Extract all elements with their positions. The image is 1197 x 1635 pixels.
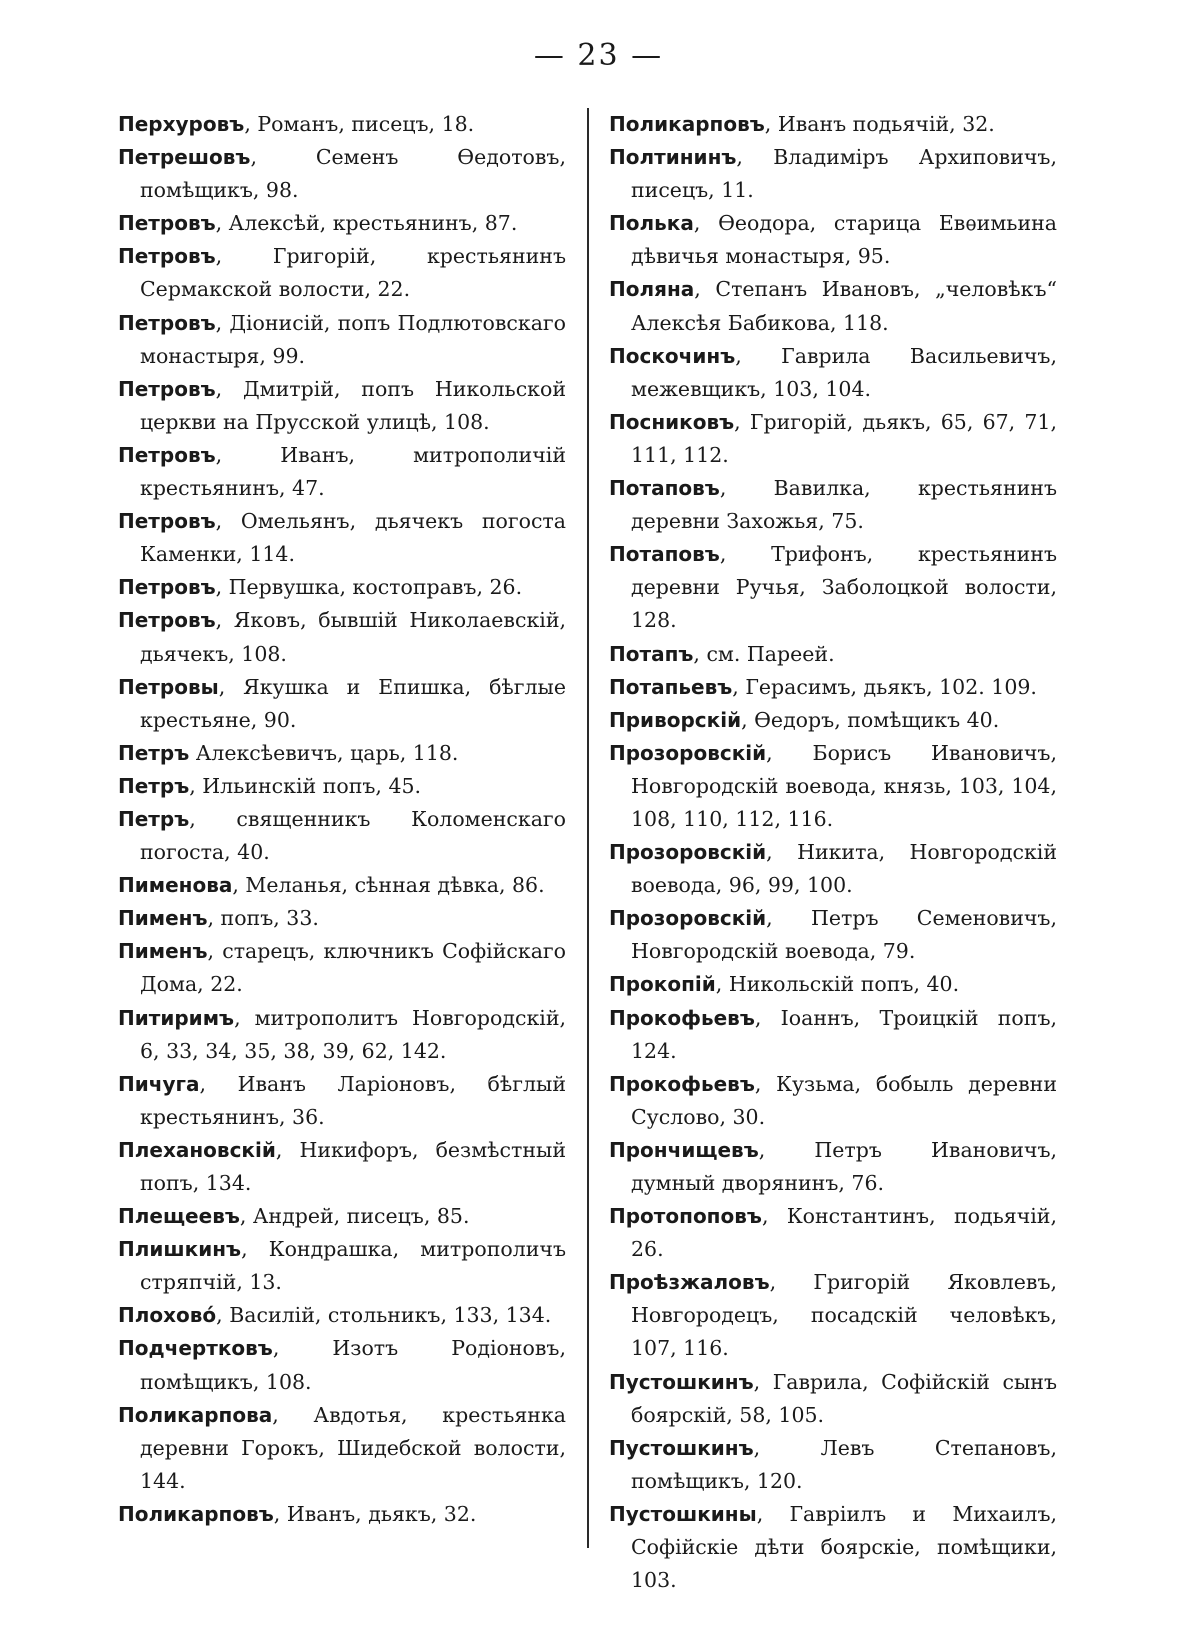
index-entry	[609, 902, 1057, 968]
index-entry	[118, 571, 566, 604]
entry-surname: Перхуровъ	[118, 112, 245, 136]
entry-details: , Трифонъ, крестьянинъ деревни Ручья, Заболоцкой волости, 128.	[631, 542, 1057, 633]
entry-details: , священникъ Коломенскаго погоста, 40.	[140, 806, 566, 865]
entry-surname: Прокофьевъ	[609, 1005, 755, 1030]
entry-surname: Петровъ	[118, 310, 216, 335]
index-entry	[118, 373, 566, 439]
entry-surname: Поскочинъ	[609, 343, 736, 368]
index-entry	[609, 1432, 1057, 1498]
entry-surname: Прончищевъ	[609, 1137, 759, 1162]
index-entry	[609, 671, 1057, 704]
entry-details: , Гаврила Васильевичъ, межевщикъ, 103, 104.	[631, 343, 1057, 401]
entry-details: , Андрей, писецъ, 85.	[239, 1204, 470, 1229]
entry-surname: Пустошкинъ	[609, 1369, 754, 1394]
index-entry	[609, 406, 1057, 472]
entry-surname: Подчертковъ	[118, 1336, 273, 1361]
entry-surname: Петровъ	[118, 575, 216, 600]
index-entry	[118, 108, 566, 141]
index-entry	[609, 638, 1057, 671]
entry-details: , попъ, 33.	[207, 906, 319, 931]
page-number: — 23 —	[533, 38, 664, 73]
index-entry	[609, 340, 1057, 406]
entry-surname: Поликарпова	[118, 1402, 273, 1427]
index-entry	[118, 1299, 566, 1332]
entry-surname: Петровъ	[118, 244, 216, 269]
index-column-right	[609, 108, 1057, 1597]
entry-surname: Поликарповъ	[118, 1501, 274, 1526]
entry-details: , Степанъ Ивановъ, „человѣкъ“ Алексѣя Бабикова, 118.	[631, 277, 1057, 335]
entry-details: , Ѳедоръ, помѣщикъ 40.	[741, 707, 1000, 732]
entry-details: , Якушка и Епишка, бѣглые крестьяне, 90.	[140, 674, 566, 732]
entry-details: , Вавилка, крестьянинъ деревни Захожья, 75.	[631, 476, 1057, 534]
entry-details: , Діонисій, попъ Подлютовскаго монастыря, 99.	[140, 310, 566, 368]
index-entry	[609, 141, 1057, 207]
entry-surname: Полтининъ	[609, 145, 737, 170]
index-entry	[118, 1068, 566, 1134]
entry-details: , Яковъ, бывшій Николаевскій, дьячекъ, 108.	[140, 608, 566, 666]
entry-surname: Посниковъ	[609, 409, 735, 434]
entry-surname: Петровъ	[118, 376, 216, 401]
index-entry	[118, 902, 566, 935]
index-entry	[609, 968, 1057, 1001]
entry-surname: Петровъ	[118, 442, 216, 467]
entry-surname: Пустошкинъ	[609, 1435, 754, 1460]
entry-surname: Плишкинъ	[118, 1237, 242, 1262]
entry-details: , Дмитрій, попъ Никольской церкви на Прусской улицѣ, 108.	[140, 376, 566, 434]
entry-details: , Никольскій попъ, 40.	[715, 972, 960, 997]
index-entry	[609, 1002, 1057, 1068]
index-entry	[118, 1233, 566, 1299]
entry-details: , Гавріилъ и Михаилъ, Софійскіе дѣти боярскіе, помѣщики, 103.	[631, 1501, 1057, 1593]
entry-details: , Левъ Степановъ, помѣщикъ, 120.	[631, 1435, 1057, 1493]
index-entry	[609, 1498, 1057, 1597]
index-entry	[609, 737, 1057, 836]
entry-surname: Потаповъ	[609, 476, 720, 501]
column-divider	[587, 108, 589, 1548]
entry-surname: Петръ	[118, 740, 190, 765]
index-entry	[118, 803, 566, 869]
index-entry	[118, 869, 566, 902]
index-column-left	[118, 108, 566, 1531]
entry-surname: Пименъ	[118, 906, 208, 931]
entry-surname: Пустошкины	[609, 1501, 757, 1526]
entry-surname: Прозоровскій	[609, 740, 767, 765]
entry-surname: Прокофьевъ	[609, 1071, 755, 1096]
entry-surname: Поляна	[609, 277, 695, 302]
entry-details: , старецъ, ключникъ Софійскаго Дома, 22.	[140, 939, 566, 997]
entry-details: , Меланья, сѣнная дѣвка, 86.	[232, 873, 545, 898]
entry-details: , Кондрашка, митрополичъ стряпчій, 13.	[140, 1237, 566, 1295]
index-entry	[609, 836, 1057, 902]
entry-details: Алексѣевичъ, царь, 118.	[189, 740, 459, 765]
entry-details: , Иванъ, митрополичій крестьянинъ, 47.	[140, 442, 566, 501]
entry-surname: Полька	[609, 211, 694, 236]
entry-details: , митрополитъ Новгородскій, 6, 33, 34, 35, 38, 39, 62, 142.	[140, 1005, 566, 1063]
index-entry	[118, 1332, 566, 1398]
entry-details: , Алексѣй, крестьянинъ, 87.	[215, 211, 518, 236]
entry-surname: Пименъ	[118, 939, 208, 964]
entry-surname: Плещеевъ	[118, 1204, 240, 1229]
entry-details: , Григорій, дьякъ, 65, 67, 71, 111, 112.	[631, 409, 1057, 467]
entry-surname: Поликарповъ	[609, 112, 765, 136]
index-entry	[118, 770, 566, 803]
index-entry	[609, 1068, 1057, 1134]
entry-surname: Петровъ	[118, 211, 216, 236]
entry-details: , Семенъ Ѳедотовъ, помѣщикъ, 98.	[140, 145, 566, 203]
index-entry	[118, 671, 566, 737]
index-entry	[118, 604, 566, 670]
entry-details: , Петръ Семеновичъ, Новгородскій воевода, 79.	[631, 906, 1057, 964]
entry-surname: Прокопій	[609, 972, 716, 997]
index-entry	[609, 273, 1057, 339]
entry-details: , Константинъ, подьячій, 26.	[631, 1204, 1057, 1262]
entry-surname: Петровы	[118, 674, 219, 699]
entry-details: , Никифоръ, безмѣстный попъ, 134.	[140, 1137, 566, 1195]
entry-details: , Омельянъ, дьячекъ погоста Каменки, 114.	[140, 509, 566, 567]
entry-details: , Иванъ Ларіоновъ, бѣглый крестьянинъ, 36.	[140, 1071, 566, 1129]
index-entry	[118, 141, 566, 207]
entry-details: , Герасимъ, дьякъ, 102. 109.	[732, 674, 1037, 699]
entry-details: , Василій, стольникъ, 133, 134.	[216, 1303, 552, 1328]
entry-surname: Петровъ	[118, 608, 216, 633]
index-entry	[118, 1399, 566, 1498]
entry-surname: Питиримъ	[118, 1005, 235, 1030]
entry-surname: Петровъ	[118, 509, 216, 534]
entry-details: , Григорій, крестьянинъ Сермакской волости, 22.	[140, 244, 566, 302]
entry-details: , Иванъ, дьякъ, 32.	[273, 1501, 477, 1526]
entry-details: , Іоаннъ, Троицкій попъ, 124.	[631, 1005, 1057, 1063]
entry-details: , см. Пареей.	[693, 641, 835, 666]
entry-details: , Иванъ подьячій, 32.	[764, 112, 995, 136]
index-entry	[609, 472, 1057, 538]
entry-surname: Петръ	[118, 773, 190, 798]
entry-surname: Петръ	[118, 806, 190, 831]
index-entry	[609, 1266, 1057, 1365]
index-entry	[118, 1200, 566, 1233]
entry-details: , Гаврила, Софійскій сынъ боярскій, 58, 105.	[631, 1369, 1057, 1427]
entry-details: , Романъ, писецъ, 18.	[244, 112, 475, 136]
entry-surname: Проѣзжаловъ	[609, 1270, 770, 1295]
entry-surname: Плохово́	[118, 1303, 217, 1328]
index-entry	[118, 439, 566, 505]
entry-details: , Авдотья, крестьянка деревни Горокъ, Шидебской волости, 144.	[140, 1402, 566, 1493]
index-entry	[609, 704, 1057, 737]
index-entry	[609, 108, 1057, 141]
entry-surname: Плехановскій	[118, 1137, 276, 1162]
index-entry	[609, 1134, 1057, 1200]
index-entry	[118, 1002, 566, 1068]
index-entry	[118, 1134, 566, 1200]
entry-surname: Пименова	[118, 873, 233, 898]
entry-surname: Протопоповъ	[609, 1204, 762, 1229]
entry-surname: Пичуга	[118, 1071, 200, 1096]
index-entry	[609, 538, 1057, 637]
index-entry	[609, 1200, 1057, 1266]
index-entry	[609, 207, 1057, 273]
entry-surname: Потапьевъ	[609, 674, 733, 699]
index-entry	[118, 207, 566, 240]
entry-surname: Прозоровскій	[609, 840, 767, 865]
index-entry	[118, 505, 566, 571]
entry-details: , Кузьма, бобыль деревни Суслово, 30.	[631, 1071, 1057, 1129]
entry-details: , Григорій Яковлевъ, Новгородецъ, посадскій человѣкъ, 107, 116.	[631, 1270, 1057, 1361]
entry-details: , Первушка, костоправъ, 26.	[215, 575, 523, 600]
entry-details: , Петръ Ивановичъ, думный дворянинъ, 76.	[631, 1137, 1057, 1195]
entry-surname: Потапъ	[609, 641, 694, 666]
entry-surname: Прозоровскій	[609, 906, 767, 931]
entry-details: , Владиміръ Архиповичъ, писецъ, 11.	[631, 145, 1057, 203]
entry-details: , Борисъ Ивановичъ, Новгородскій воевода, князь, 103, 104, 108, 110, 112, 116.	[631, 740, 1057, 831]
entry-details: , Изотъ Родіоновъ, помѣщикъ, 108.	[140, 1336, 566, 1394]
entry-details: , Никита, Новгородскій воевода, 96, 99, 100.	[631, 840, 1057, 898]
index-entry	[609, 1366, 1057, 1432]
index-entry	[118, 935, 566, 1001]
entry-surname: Петрешовъ	[118, 145, 251, 170]
entry-details: , Ильинскій попъ, 45.	[189, 773, 422, 798]
entry-surname: Приворскій	[609, 707, 742, 732]
entry-details: , Ѳеодора, старица Евѳимьина дѣвичья монастыря, 95.	[631, 211, 1057, 269]
index-entry	[118, 737, 566, 770]
index-entry	[118, 1498, 566, 1531]
index-entry	[118, 307, 566, 373]
entry-surname: Потаповъ	[609, 542, 720, 567]
index-entry	[118, 240, 566, 306]
